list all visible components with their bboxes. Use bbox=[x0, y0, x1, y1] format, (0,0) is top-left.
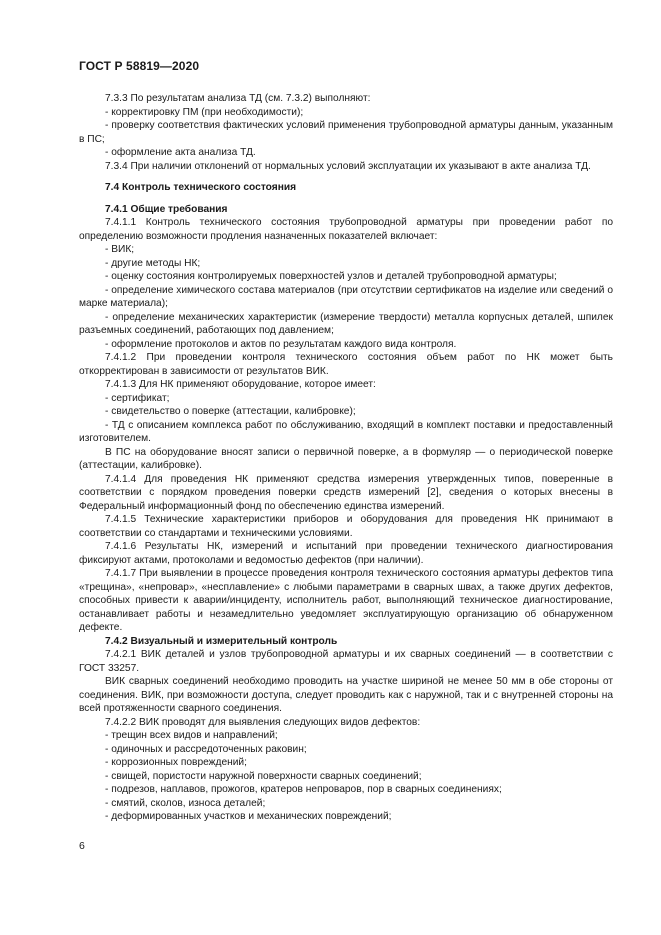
paragraph-7-4-2-2: 7.4.2.2 ВИК проводят для выявления следующих видов дефектов: bbox=[105, 716, 421, 728]
page-number: 6 bbox=[79, 840, 85, 852]
document-body bbox=[79, 92, 613, 824]
paragraph-7-3-3: 7.3.3 По результатам анализа ТД (см. 7.3.2) выполняют: bbox=[105, 93, 371, 104]
paragraph-7-3-4: 7.3.4 При наличии отклонений от нормальных условий эксплуатации их указывают в акте анализа ТД. bbox=[105, 160, 591, 172]
list-item: - подрезов, наплавов, прожогов, кратеров непроваров, пор в сварных соединениях; bbox=[105, 784, 502, 795]
paragraph-7-4-2-1: 7.4.2.1 ВИК деталей и узлов трубопроводной арматуры и их сварных соединений — в соответствии с ГОСТ 33257. bbox=[79, 649, 613, 674]
list-item: - определение химического состава материалов (при отсутствии сертификатов на изделие или сведений о марке материала); bbox=[79, 284, 613, 309]
subsection-heading-7-4-2: 7.4.2 Визуальный и измерительный контроль bbox=[105, 635, 338, 647]
list-item: - ВИК; bbox=[105, 244, 135, 255]
list-item: - корректировку ПМ (при необходимости); bbox=[105, 106, 304, 118]
paragraph-7-4-1-4: 7.4.1.4 Для проведения НК применяют средства измерения утвержденных типов, поверенные в соответствии с порядком проведения поверки средств измерений [2], сведения о которых внесены в Федеральный информационный фонд по обеспечению единства измерений. bbox=[79, 473, 613, 512]
list-item: - одиночных и рассредоточенных раковин; bbox=[105, 743, 307, 755]
section-heading-7-4: 7.4 Контроль технического состояния bbox=[105, 182, 297, 193]
paragraph-7-4-2-1-welds: ВИК сварных соединений необходимо проводить на участке шириной не менее 50 мм в обе стороны от соединения. ВИК, при возможности доступа, следует проводить как с наружной, так и с внутренней стороны на всей протяженности сварного соединения. bbox=[79, 676, 613, 714]
list-item: - свидетельство о поверке (аттестации, калибровке); bbox=[105, 406, 356, 417]
list-item: - коррозионных повреждений; bbox=[105, 757, 247, 768]
paragraph-7-4-1-6: 7.4.1.6 Результаты НК, измерений и испытаний при проведении технического диагностирования фиксируют актами, протоколами и ведомостью дефектов (при наличии). bbox=[79, 541, 613, 566]
list-item: - смятий, сколов, износа деталей; bbox=[105, 797, 266, 809]
paragraph-7-4-1-3: 7.4.1.3 Для НК применяют оборудование, которое имеет: bbox=[105, 379, 376, 390]
list-item: - трещин всех видов и направлений; bbox=[105, 730, 278, 741]
list-item: - оценку состояния контролируемых поверхностей узлов и деталей трубопроводной арматуры; bbox=[105, 271, 557, 282]
list-item: - оформление протоколов и актов по результатам каждого вида контроля. bbox=[105, 338, 457, 350]
list-item: - другие методы НК; bbox=[105, 257, 201, 269]
paragraph-7-4-1-5: 7.4.1.5 Технические характеристики приборов и оборудования для проведения НК принимают в соответствии со стандартами и техническими условиями. bbox=[79, 514, 613, 539]
list-item: - сертификат; bbox=[105, 392, 170, 404]
list-item: - деформированных участков и механических повреждений; bbox=[105, 811, 392, 822]
document-header-standard-number: ГОСТ Р 58819—2020 bbox=[79, 59, 200, 73]
paragraph-7-4-1-1: 7.4.1.1 Контроль технического состояния трубопроводной арматуры при проведении работ по определению возможности продления назначенных показателей включает: bbox=[79, 217, 613, 242]
paragraph-7-4-1-7: 7.4.1.7 При выявлении в процессе проведения контроля технического состояния арматуры дефектов типа «трещина», «непровар», «несплавление» с любыми параметрами в сварных швах, а также других дефектов, способных привести к аварии/инциденту, исполнитель работ, выполняющий техническое диагностирование, останавливает работы и незамедлительно уведомляет эксплуатирующую организацию об обнаруженном дефекте. bbox=[79, 568, 613, 633]
list-item: - свищей, пористости наружной поверхности сварных соединений; bbox=[105, 770, 422, 782]
paragraph-7-4-1-3-note: В ПС на оборудование вносят записи о первичной поверке, а в формуляр — о периодической поверке (аттестации, калибровке). bbox=[79, 446, 613, 471]
list-item: - проверку соответствия фактических условий применения трубопроводной арматуры данным, указанным в ПС; bbox=[79, 120, 613, 145]
list-item: - определение механических характеристик (измерение твердости) металла корпусных деталей, шпилек разъемных соединений, работающих под давлением; bbox=[79, 311, 613, 336]
list-item: - оформление акта анализа ТД. bbox=[105, 147, 256, 158]
paragraph-7-4-1-2: 7.4.1.2 При проведении контроля технического состояния объем работ по НК может быть откорректирован в зависимости от результатов ВИК. bbox=[79, 352, 613, 377]
list-item: - ТД с описанием комплекса работ по обслуживанию, входящий в комплект поставки и предоставленный изготовителем. bbox=[79, 419, 613, 444]
subsection-heading-7-4-1: 7.4.1 Общие требования bbox=[105, 203, 228, 215]
